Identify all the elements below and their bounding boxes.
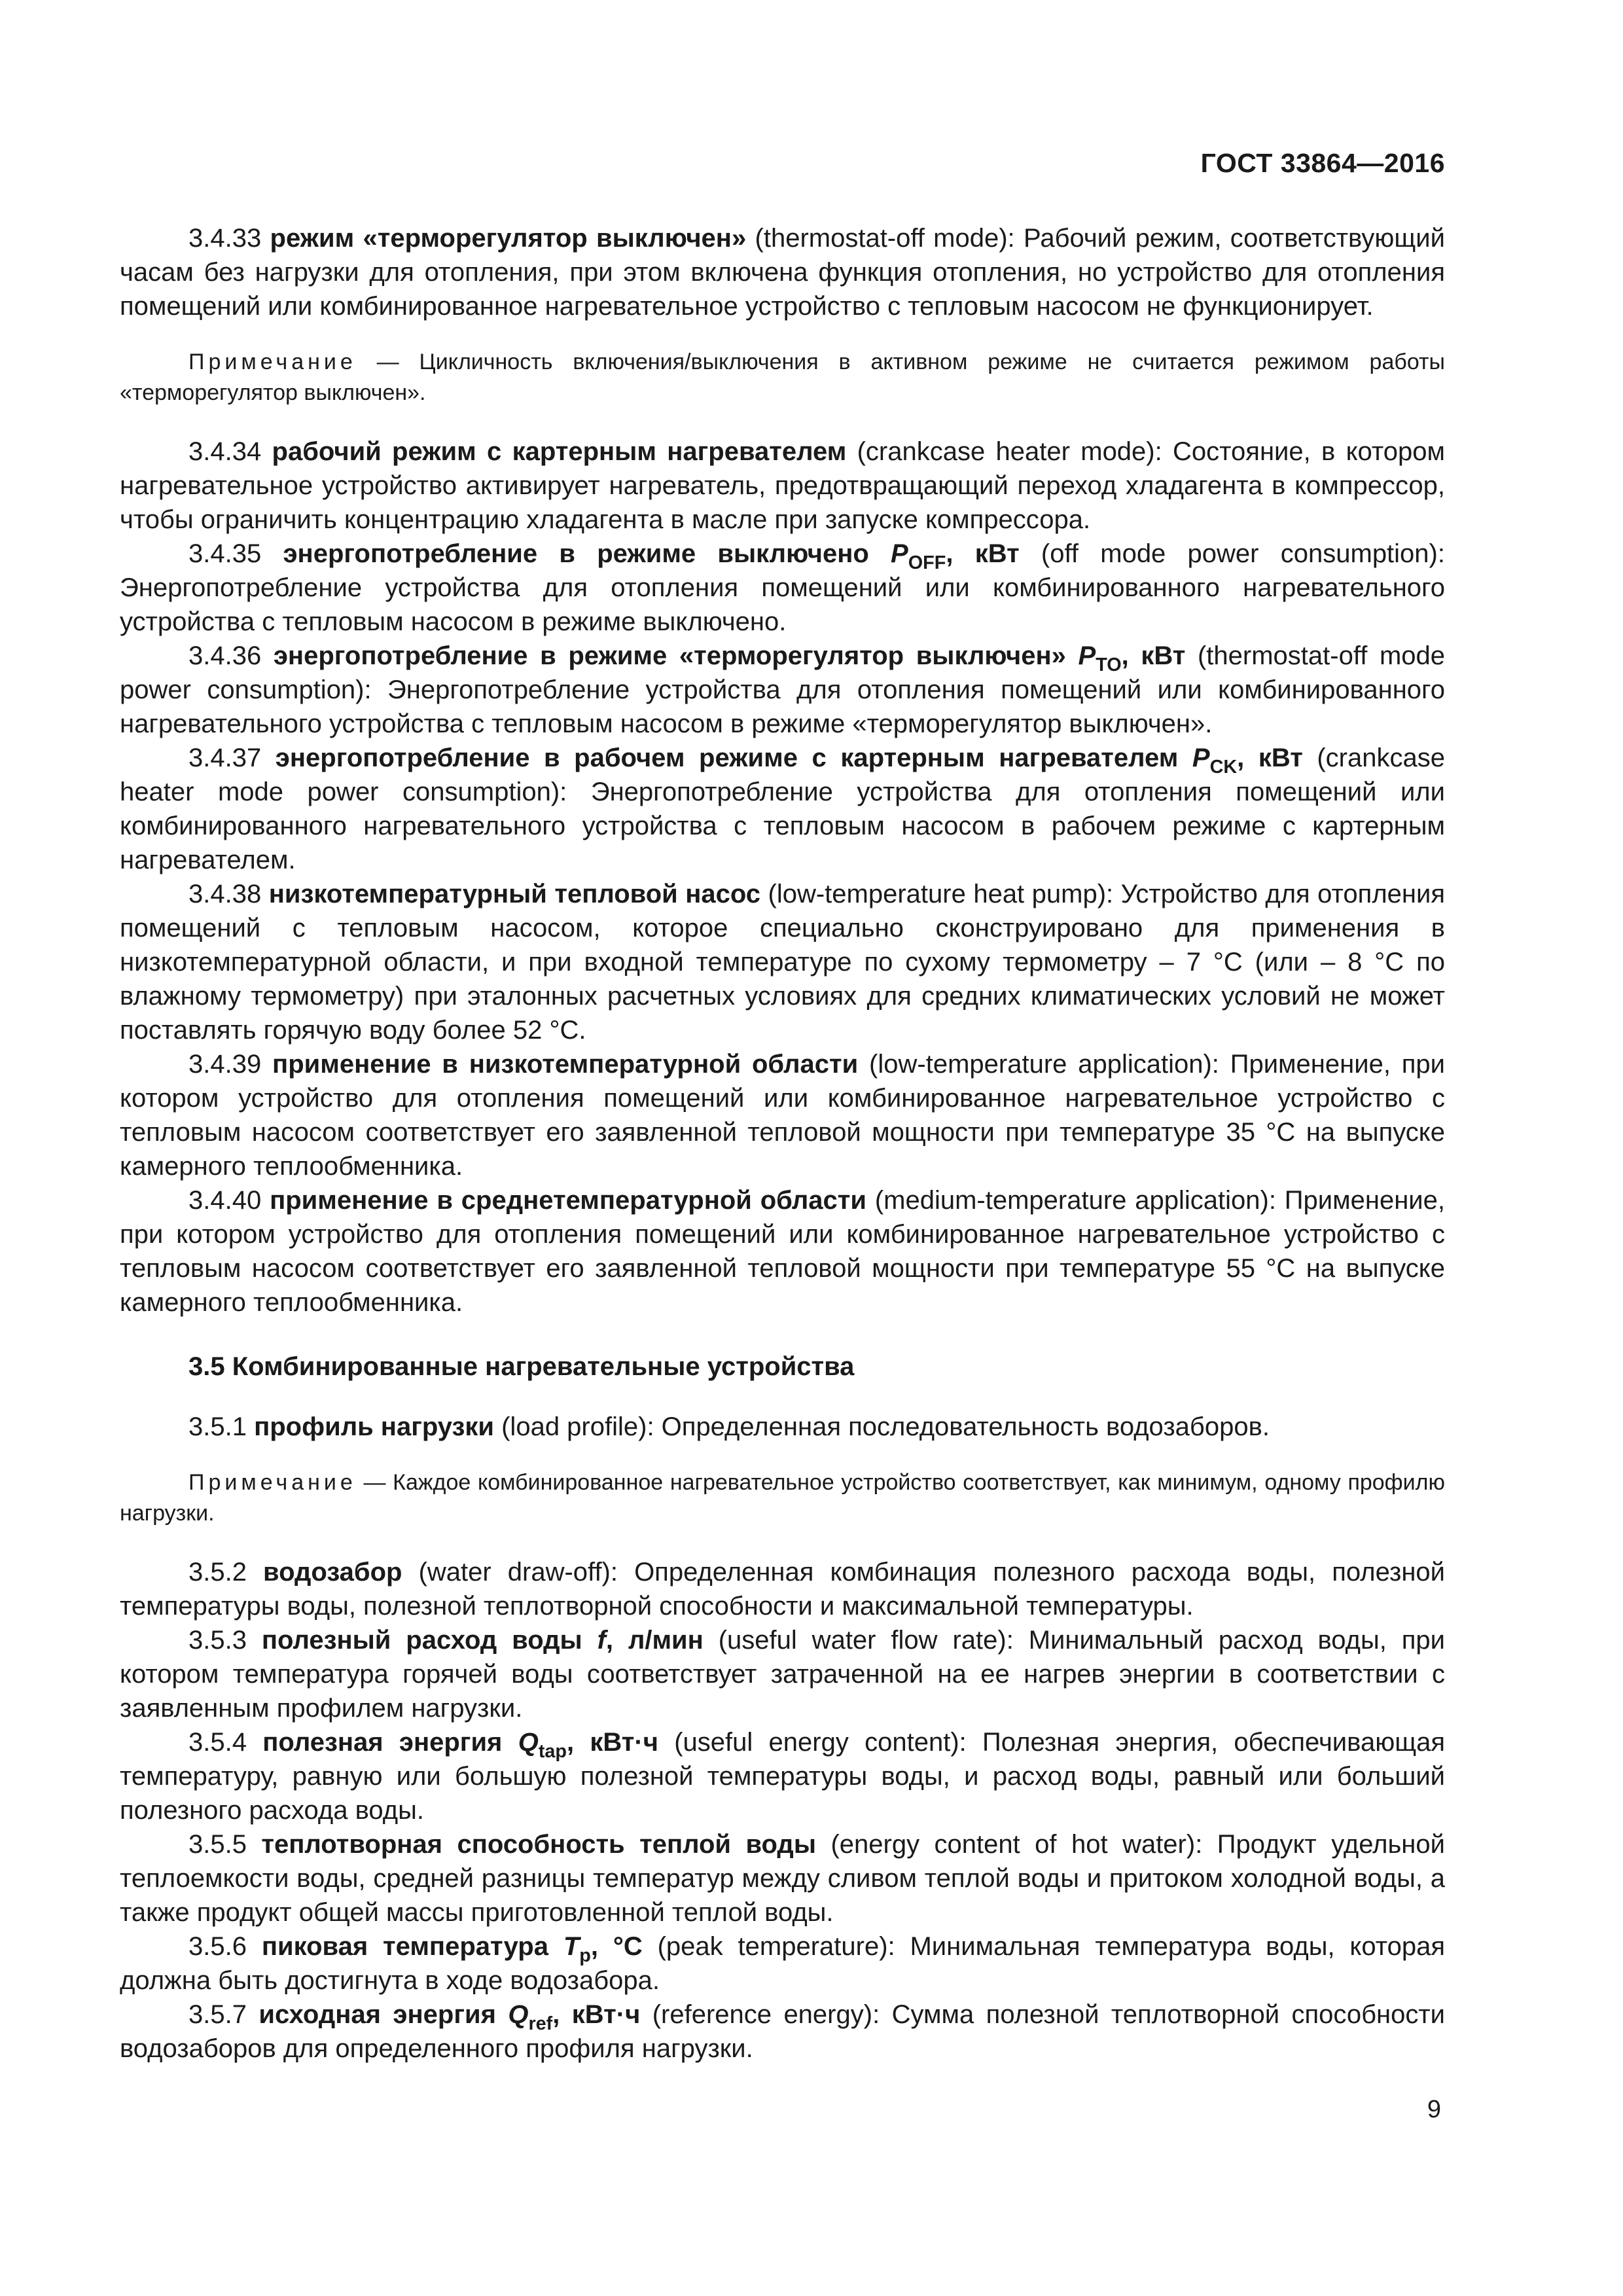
clause-definition: (useful energy content): Полезная энергия, обеспечивающая температуру, равную или большую полезной температуры воды, и расход воды, равный или больший полезного расхода воды. [120, 1728, 1446, 1825]
section-heading-3-5: 3.5 Комбинированные нагревательные устройства [188, 1352, 855, 1381]
clause-3-5-6 [120, 1929, 1445, 1998]
clause-number: 3.4.34 [188, 437, 272, 466]
clause-3-5-1 [120, 1410, 1445, 1444]
clause-term: применение в среднетемпературной области [270, 1186, 866, 1215]
clause-definition: (water draw-off): Определенная комбинация полезного расхода воды, полезной температуры воды, полезной теплотворной способности и максимальной температуры. [120, 1558, 1446, 1621]
symbol-subscript: CK [1209, 757, 1238, 778]
clause-number: 3.5.4 [188, 1728, 263, 1757]
symbol: f [597, 1626, 606, 1655]
symbol: T [563, 1932, 580, 1961]
unit: , кВт·ч [552, 2000, 641, 2029]
clause-number: 3.4.38 [188, 880, 269, 908]
clause-term: энергопотребление в режиме выключено $P_{OFF}$, кВт [283, 539, 1020, 574]
clause-number: 3.5.3 [188, 1626, 262, 1655]
clause-number: 3.5.5 [188, 1830, 262, 1859]
clause-number: 3.4.33 [188, 224, 270, 253]
clause-number: 3.4.39 [188, 1050, 273, 1079]
symbol-subscript: TO [1096, 655, 1122, 676]
clause-term: применение в низкотемпературной области [272, 1050, 859, 1079]
clause-number: 3.4.36 [188, 641, 274, 670]
clause-number: 3.4.40 [188, 1186, 270, 1215]
clause-term: теплотворная способность теплой воды [261, 1830, 816, 1859]
symbol: P [1192, 744, 1210, 772]
clause-number: 3.5.7 [188, 2000, 259, 2029]
note-text: — Каждое комбинированное нагревательное устройство соответствует, как минимум, одному профилю нагрузки. [120, 1470, 1445, 1526]
clause-term: низкотемпературный тепловой насос [268, 880, 761, 908]
note-2 [120, 1467, 1445, 1529]
clause-3-4-39 [120, 1047, 1445, 1183]
clause-3-4-36 [120, 639, 1445, 741]
clause-definition: (reference energy): Сумма полезной теплотворной способности водозаборов для определенного профиля нагрузки. [120, 2000, 1445, 2063]
clause-definition: (useful water flow rate): Минимальный расход воды, при котором температура горячей воды соответствует затраченной на ее нагрев энергии в соответствии с заявленным профилем нагрузки. [120, 1626, 1446, 1723]
clause-definition: (off mode power consumption): Энергопотребление устройства для отопления помещений или комбинированного нагревательного устройства с тепловым насосом в режиме выключено. [120, 539, 1445, 636]
clause-term: полезная энергия $Q_{tap}$, кВт·ч [262, 1728, 658, 1763]
page-number: 9 [1427, 2096, 1441, 2123]
clause-term: энергопотребление в рабочем режиме с картерным нагревателем $P_{CK}$, кВт [275, 744, 1303, 778]
clause-definition: (low-temperature application): Применение, при котором устройство для отопления помещений или комбинированное нагревательное устройство с тепловым насосом соответствует его заявленной тепловой мощности при температуре 35 °С на выпуске камерного теплообменника. [120, 1050, 1446, 1181]
symbol-subscript: p [579, 1945, 591, 1967]
symbol: P [891, 539, 908, 568]
clause-term: исходная энергия $Q_{ref}$, кВт·ч [259, 2000, 641, 2035]
standard-number: ГОСТ 33864—2016 [1200, 148, 1445, 178]
clause-3-4-35 [120, 537, 1445, 639]
symbol: P [1078, 641, 1096, 670]
clause-definition: (load profile): Определенная последовательность водозаборов. [494, 1412, 1270, 1441]
clause-term: пиковая температура $T_p$, °С [261, 1932, 643, 1967]
clause-number: 3.4.35 [188, 539, 283, 568]
clause-3-5-4 [120, 1725, 1445, 1827]
clause-3-5-7 [120, 1998, 1445, 2066]
clause-definition: (low-temperature heat pump): Устройство для отопления помещений с тепловым насосом, которое специально сконструировано для применения в низкотемпературной области, и при входной температуре по сухому термометру – 7 °С (или – 8 °С по влажному термометру) при эталонных расчетных условиях для средних климатических условий не может поставлять горячую воду более 52 °С. [120, 880, 1445, 1045]
unit: , кВт [1121, 641, 1186, 670]
clause-3-5-5 [120, 1827, 1445, 1929]
clause-definition: (energy content of hot water): Продукт удельной теплоемкости воды, средней разницы температур между сливом теплой воды и притоком холодной воды, а также продукт общей массы приготовленной теплой воды. [120, 1830, 1445, 1927]
note-label: Примечание [188, 350, 357, 374]
unit: , кВт [946, 539, 1020, 568]
unit: , °С [590, 1932, 643, 1961]
document-body [120, 221, 1445, 2066]
unit: , кВт [1237, 744, 1303, 772]
clause-term: рабочий режим с картерным нагревателем [272, 437, 847, 466]
note-label: Примечание [188, 1470, 357, 1495]
clause-3-5-3 [120, 1623, 1445, 1725]
clause-3-4-34 [120, 435, 1445, 537]
clause-term: энергопотребление в режиме «терморегулятор выключен» $P_{TO}$, кВт [273, 641, 1186, 676]
clause-3-4-33 [120, 221, 1445, 323]
clause-definition: (medium-temperature application): Применение, при котором устройство для отопления помещений или комбинированное нагревательное устройство с тепловым насосом соответствует его заявленной тепловой мощности при температуре 55 °С на выпуске камерного теплообменника. [120, 1186, 1446, 1317]
unit: , кВт·ч [567, 1728, 658, 1757]
clause-definition: (crankcase heater mode power consumption): Энергопотребление устройства для отопления помещений или комбинированного нагревательного устройства с тепловым насосом в рабочем режиме с картерным нагревателем. [120, 744, 1445, 874]
clause-definition: (peak temperature): Минимальная температура воды, которая должна быть достигнута в ходе водозабора. [120, 1932, 1446, 1995]
clause-definition: (thermostat-off mode power consumption): Энергопотребление устройства для отопления помещений или комбинированного нагревательного устройства с тепловым насосом в режиме «терморегулятор выключен». [120, 641, 1446, 738]
clause-definition: (thermostat-off mode): Рабочий режим, соответствующий часам без нагрузки для отопления, при этом включена функция отопления, но устройство для отопления помещений или комбинированное нагревательное устройство с тепловым насосом не функционирует. [120, 224, 1445, 321]
symbol: Q [518, 1728, 539, 1757]
note-text: — Цикличность включения/выключения в активном режиме не считается режимом работы «терморегулятор выключен». [120, 350, 1445, 405]
symbol: Q [508, 2000, 529, 2029]
clause-term: полезный расход воды f, л/мин [261, 1626, 704, 1655]
clause-number: 3.4.37 [188, 744, 276, 772]
note-1 [120, 347, 1445, 408]
symbol-subscript: tap [538, 1741, 567, 1763]
clause-term: водозабор [263, 1558, 402, 1587]
clause-number: 3.5.1 [188, 1412, 255, 1441]
clause-term: профиль нагрузки [254, 1412, 494, 1441]
clause-term: режим «терморегулятор выключен» [270, 224, 747, 253]
unit: , л/мин [605, 1626, 704, 1655]
clause-3-4-38 [120, 877, 1445, 1047]
symbol-subscript: OFF [908, 552, 946, 574]
symbol-subscript: ref [528, 2013, 553, 2035]
clause-number: 3.5.2 [188, 1558, 264, 1587]
clause-3-4-40 [120, 1183, 1445, 1319]
clause-number: 3.5.6 [188, 1932, 262, 1961]
clause-definition: (crankcase heater mode): Состояние, в котором нагревательное устройство активирует нагреватель, предотвращающий переход хладагента в компрессор, чтобы ограничить концентрацию хладагента в масле при запуске компрессора. [120, 437, 1446, 534]
clause-3-5-2 [120, 1555, 1445, 1623]
clause-3-4-37 [120, 741, 1445, 877]
